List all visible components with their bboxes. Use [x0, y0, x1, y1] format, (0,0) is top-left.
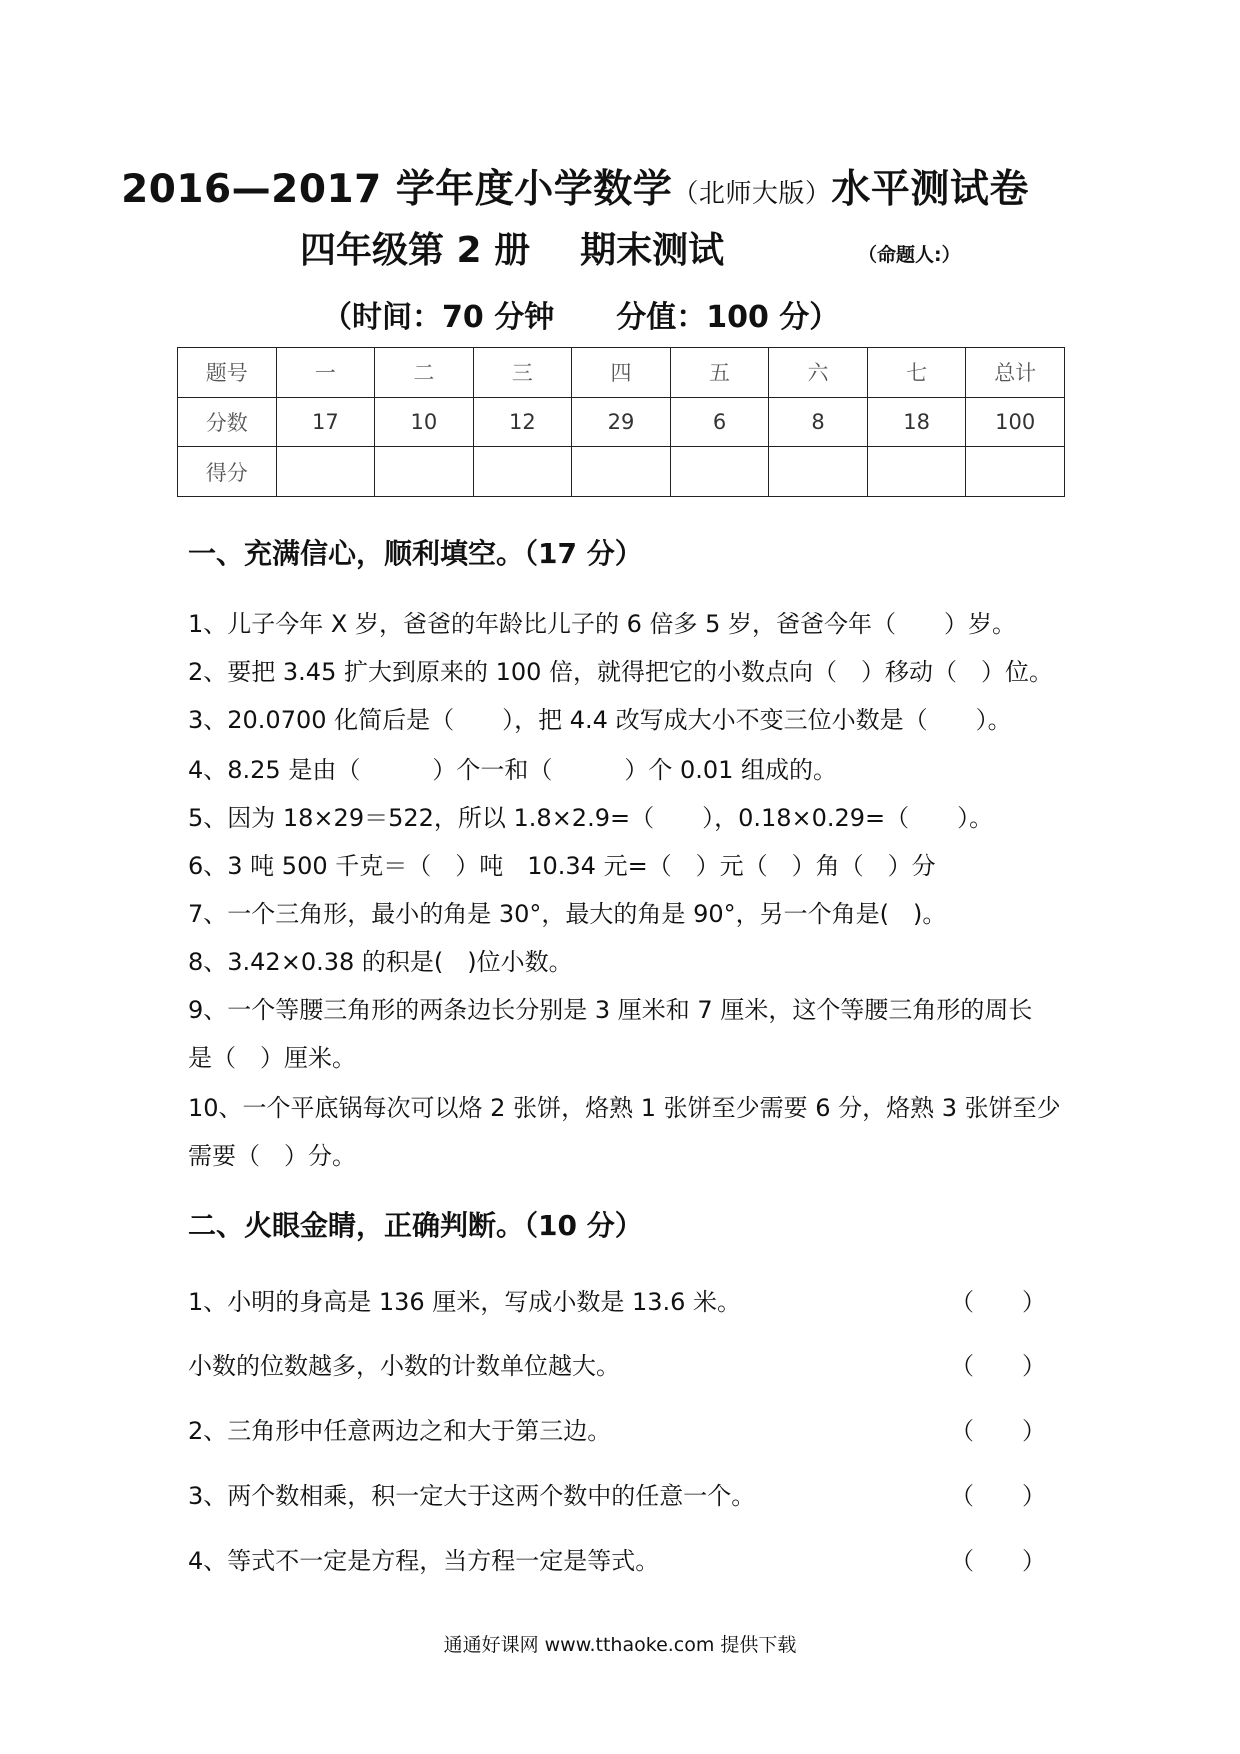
question-item-continued: 是（ ）厘米。: [188, 1044, 356, 1072]
section-2-title: 二、火眼金睛，正确判断。（10 分）: [188, 1209, 643, 1242]
earned-cell[interactable]: [375, 447, 474, 497]
earned-cell[interactable]: [867, 447, 966, 497]
section-1-title: 一、充满信心，顺利填空。（17 分）: [188, 537, 643, 570]
score-table-earned-row: [178, 447, 1065, 497]
score-table-header-cell: 四: [572, 348, 671, 398]
exam-label: 期末测试: [580, 230, 725, 271]
question-item: 3、20.0700 化简后是（ ），把 4.4 改写成大小不变三位小数是（ ）。: [188, 706, 1012, 734]
judge-answer-blank[interactable]: （ ）: [950, 1482, 1046, 1510]
earned-row-label: 得分: [178, 447, 277, 497]
points-cell: 8: [769, 397, 868, 447]
time-score-line: [322, 292, 839, 336]
judge-answer-blank[interactable]: （ ）: [950, 1547, 1046, 1575]
grade-line: [300, 222, 724, 273]
score-table-header-cell: 一: [276, 348, 375, 398]
title-year-subject: 2016—2017 学年度小学数学: [121, 167, 673, 212]
points-row-label: 分数: [178, 397, 277, 447]
time-label: （时间：70 分钟: [322, 300, 555, 335]
score-table-header-cell: 五: [670, 348, 769, 398]
grade-label: 四年级第 2 册: [300, 230, 531, 271]
judge-answer-blank[interactable]: （ ）: [950, 1288, 1046, 1316]
score-table-header-cell: 题号: [178, 348, 277, 398]
paper-title: [0, 158, 1150, 214]
earned-cell[interactable]: [473, 447, 572, 497]
question-item: 4、8.25 是由（ ）个一和（ ）个 0.01 组成的。: [188, 756, 838, 784]
author-label: （命题人:）: [858, 244, 961, 266]
earned-cell[interactable]: [670, 447, 769, 497]
earned-cell[interactable]: [769, 447, 868, 497]
score-table-header-cell: 三: [473, 348, 572, 398]
score-table: [177, 347, 1065, 497]
judge-item: 2、三角形中任意两边之和大于第三边。: [188, 1417, 612, 1445]
question-item: 10、一个平底锅每次可以烙 2 张饼，烙熟 1 张饼至少需要 6 分，烙熟 3 张饼至少: [188, 1094, 1061, 1122]
points-cell: 29: [572, 397, 671, 447]
points-cell: 6: [670, 397, 769, 447]
question-item: 6、3 吨 500 千克＝（ ）吨 10.34 元=（ ）元（ ）角（ ）分: [188, 852, 936, 880]
question-item: 8、3.42×0.38 的积是( )位小数。: [188, 948, 573, 976]
footer-credit: 通通好课网 www.tthaoke.com 提供下载: [443, 1634, 797, 1656]
score-table-header-cell: 七: [867, 348, 966, 398]
points-cell: 12: [473, 397, 572, 447]
earned-cell[interactable]: [966, 447, 1065, 497]
judge-item: 4、等式不一定是方程，当方程一定是等式。: [188, 1547, 660, 1575]
question-item: 5、因为 18×29＝522，所以 1.8×2.9=（ ），0.18×0.29=（ ）。: [188, 804, 994, 832]
points-cell: 18: [867, 397, 966, 447]
question-item: 7、一个三角形，最小的角是 30°，最大的角是 90°，另一个角是( )。: [188, 900, 947, 928]
judge-answer-blank[interactable]: （ ）: [950, 1352, 1046, 1380]
title-test-name: 水平测试卷: [831, 167, 1029, 212]
title-edition: （北师大版）: [672, 179, 832, 209]
question-item: 1、儿子今年 X 岁，爸爸的年龄比儿子的 6 倍多 5 岁，爸爸今年（ ）岁。: [188, 610, 1017, 638]
earned-cell[interactable]: [572, 447, 671, 497]
score-table-header-row: [178, 348, 1065, 398]
judge-item: 1、小明的身高是 136 厘米，写成小数是 13.6 米。: [188, 1288, 742, 1316]
score-table-header-cell: 总计: [966, 348, 1065, 398]
question-item: 9、一个等腰三角形的两条边长分别是 3 厘米和 7 厘米，这个等腰三角形的周长: [188, 996, 1033, 1024]
judge-item: 小数的位数越多，小数的计数单位越大。: [188, 1352, 620, 1380]
earned-cell[interactable]: [276, 447, 375, 497]
points-cell: 100: [966, 397, 1065, 447]
question-item-continued: 需要（ ）分。: [188, 1142, 356, 1170]
question-item: 2、要把 3.45 扩大到原来的 100 倍，就得把它的小数点向（ ）移动（ ）位。: [188, 658, 1054, 686]
points-cell: 17: [276, 397, 375, 447]
score-table-points-row: [178, 397, 1065, 447]
points-cell: 10: [375, 397, 474, 447]
score-table-header-cell: 六: [769, 348, 868, 398]
total-score-label: 分值：100 分）: [616, 300, 840, 335]
judge-answer-blank[interactable]: （ ）: [950, 1417, 1046, 1445]
score-table-header-cell: 二: [375, 348, 474, 398]
judge-item: 3、两个数相乘，积一定大于这两个数中的任意一个。: [188, 1482, 756, 1510]
